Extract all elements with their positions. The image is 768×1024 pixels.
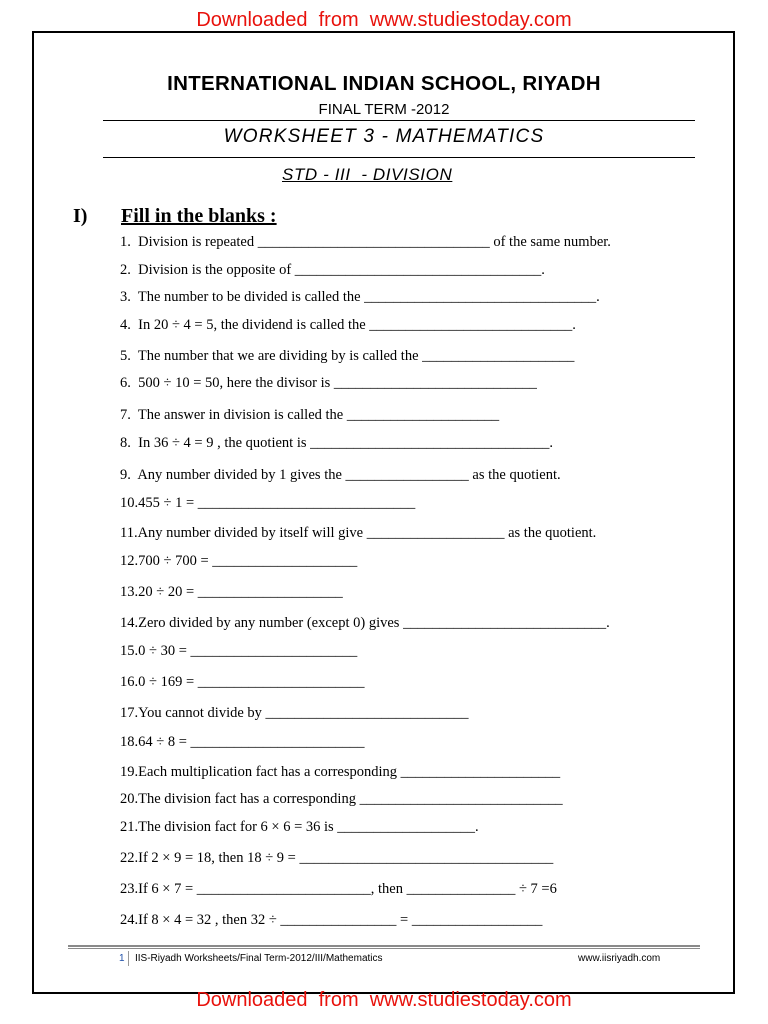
section-number: I): [73, 205, 88, 227]
question-23: 23.If 6 × 7 = ________________________, then _______________ ÷ 7 =6: [120, 881, 557, 897]
question-7: 7. The answer in division is called the _____________________: [120, 407, 500, 423]
question-5: 5. The number that we are dividing by is called the _____________________: [120, 348, 575, 364]
question-22: 22.If 2 × 9 = 18, then 18 ÷ 9 = ___________________________________: [120, 850, 554, 866]
term-label: FINAL TERM -2012: [318, 101, 450, 118]
question-18: 18.64 ÷ 8 = ________________________: [120, 734, 365, 750]
footer-website: www.iisriyadh.com: [578, 953, 661, 964]
question-21: 21.The division fact for 6 × 6 = 36 is ___________________.: [120, 819, 479, 835]
footer-divider: [128, 951, 129, 966]
question-15: 15.0 ÷ 30 = _______________________: [120, 643, 358, 659]
footer-rule: [68, 945, 700, 947]
question-20: 20.The division fact has a corresponding ____________________________: [120, 791, 563, 807]
section-title: Fill in the blanks :: [121, 205, 277, 227]
question-4: 4. In 20 ÷ 4 = 5, the dividend is called the ____________________________.: [120, 317, 576, 333]
question-2: 2. Division is the opposite of __________________________________.: [120, 262, 545, 278]
question-3: 3. The number to be divided is called the ________________________________.: [120, 289, 600, 305]
worksheet-title: WORKSHEET 3 - MATHEMATICS: [223, 126, 545, 147]
school-name: INTERNATIONAL INDIAN SCHOOL, RIYADH: [167, 72, 601, 95]
question-6: 6. 500 ÷ 10 = 50, here the divisor is ____________________________: [120, 375, 537, 391]
question-9: 9. Any number divided by 1 gives the _________________ as the quotient.: [120, 467, 561, 483]
header-rule-2: [103, 157, 695, 158]
std-subtitle: STD - III - DIVISION: [282, 165, 453, 184]
download-banner-top: Downloaded from www.studiestoday.com: [196, 9, 572, 31]
question-16: 16.0 ÷ 169 = _______________________: [120, 674, 365, 690]
header-rule-1: [103, 120, 695, 121]
question-12: 12.700 ÷ 700 = ____________________: [120, 553, 358, 569]
question-17: 17.You cannot divide by ____________________________: [120, 705, 469, 721]
download-banner-bottom: Downloaded from www.studiestoday.com: [196, 989, 572, 1011]
question-13: 13.20 ÷ 20 = ____________________: [120, 584, 343, 600]
question-8: 8. In 36 ÷ 4 = 9 , the quotient is _________________________________.: [120, 435, 553, 451]
question-11: 11.Any number divided by itself will give ___________________ as the quotient.: [120, 525, 597, 541]
question-24: 24.If 8 × 4 = 32 , then 32 ÷ ________________ = __________________: [120, 912, 543, 928]
question-14: 14.Zero divided by any number (except 0) gives ____________________________.: [120, 615, 610, 631]
question-1: 1. Division is repeated ________________________________ of the same number.: [120, 234, 611, 250]
page-number: 1: [119, 953, 125, 964]
footer-rule-thin: [68, 948, 700, 949]
question-19: 19.Each multiplication fact has a corresponding ______________________: [120, 764, 561, 780]
question-10: 10.455 ÷ 1 = ______________________________: [120, 495, 416, 511]
footer-path: IIS-Riyadh Worksheets/Final Term-2012/III/Mathematics: [135, 953, 383, 964]
